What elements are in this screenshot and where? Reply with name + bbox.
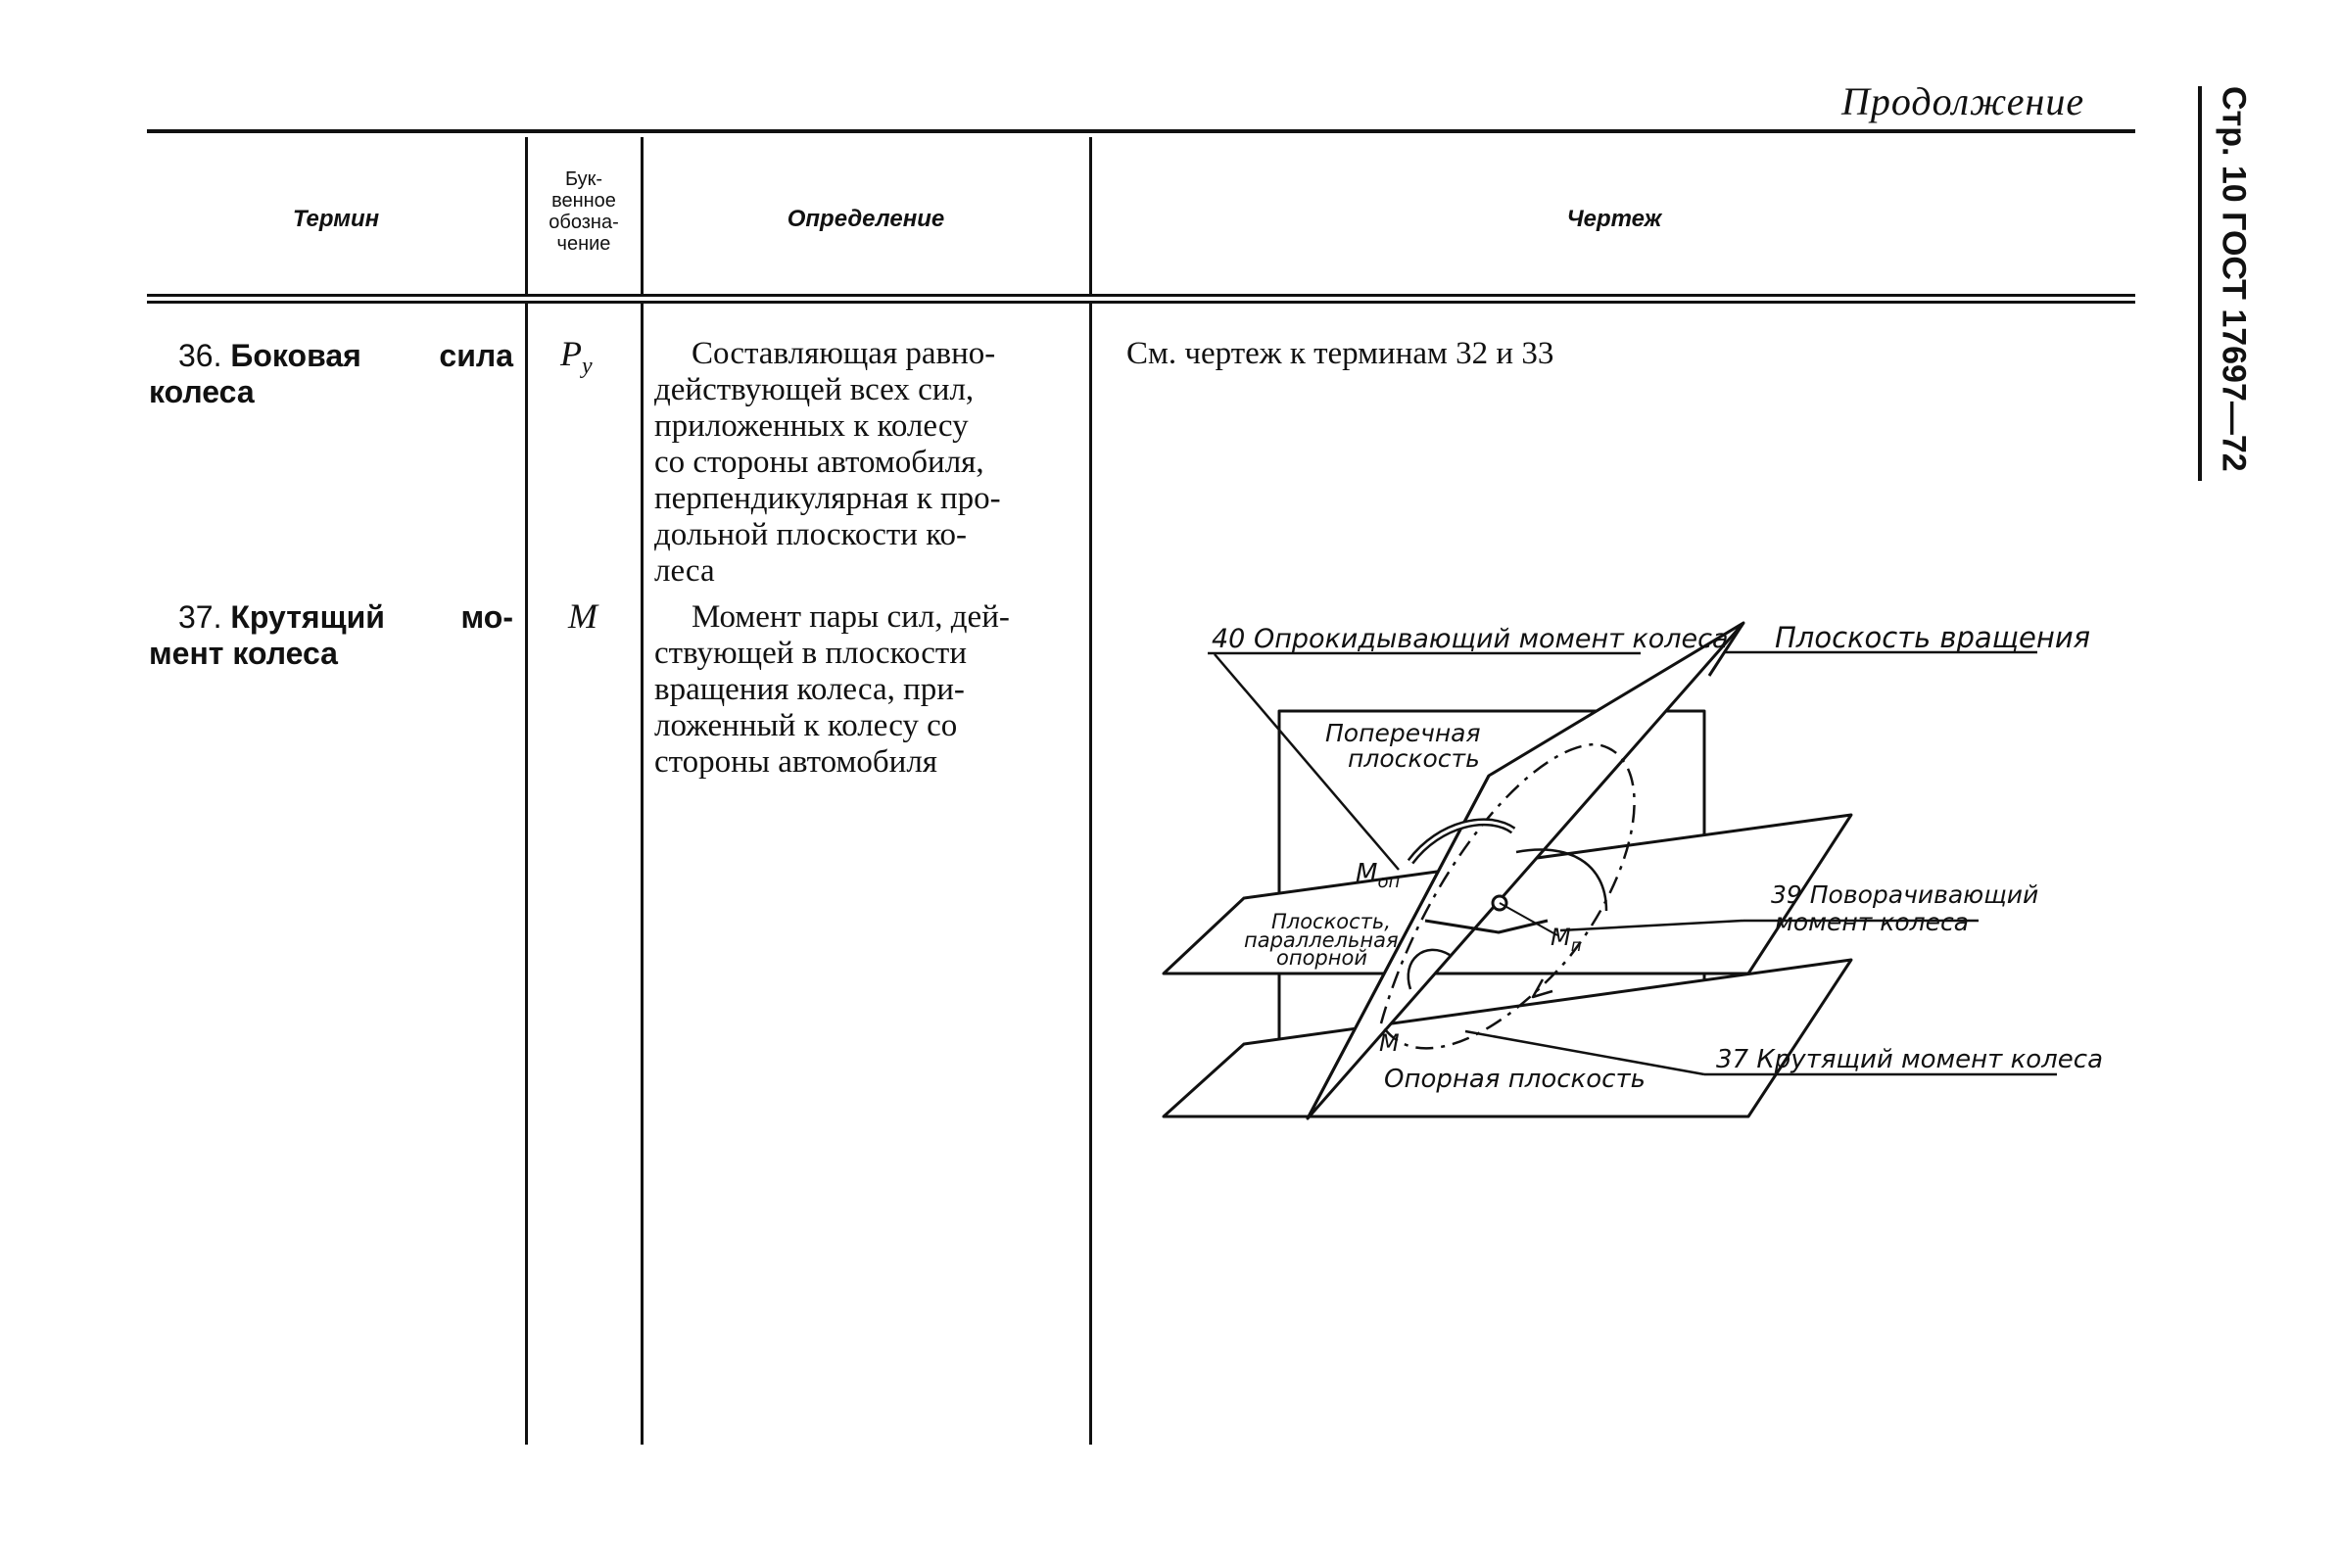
definition-line: со стороны автомобиля, bbox=[654, 445, 984, 480]
definition-line: Момент пары сил, дей- bbox=[692, 599, 1010, 635]
label-transverse-line2: плоскость bbox=[1348, 744, 1480, 773]
label-torque: 37 Крутящий момент колеса bbox=[1716, 1045, 2104, 1074]
term-word: сила bbox=[439, 338, 513, 373]
label-overturning-moment: 40 Опрокидывающий момент колеса bbox=[1212, 624, 1729, 654]
definition-line: вращения колеса, при- bbox=[654, 672, 965, 707]
term-number: 37. bbox=[178, 599, 222, 635]
header-symbol-line: Бук- bbox=[564, 168, 603, 190]
label-mon-main: M bbox=[1356, 859, 1378, 888]
label-mp-main: M bbox=[1551, 924, 1571, 951]
definition-line: Составляющая равно- bbox=[692, 336, 996, 371]
drawing-reference-36: См. чертеж к терминам 32 и 33 bbox=[1126, 336, 1554, 371]
header-drawing: Чертеж bbox=[1566, 206, 1662, 232]
continuation-label: Продолжение bbox=[1841, 79, 2085, 123]
term-word: мо- bbox=[460, 599, 513, 635]
definition-line: перпендикулярная к про- bbox=[654, 481, 1001, 516]
label-rotation-plane: Плоскость вращения bbox=[1775, 621, 2091, 654]
header-term: Термин bbox=[292, 206, 380, 232]
definition-line: ложенный к колесу со bbox=[654, 708, 958, 743]
definition-line: ствующей в плоскости bbox=[654, 636, 967, 671]
label-mp-sub: п bbox=[1570, 936, 1582, 956]
term-word: Боковая bbox=[230, 338, 361, 373]
term-word: мент колеса bbox=[149, 636, 338, 671]
label-mon-sub: оп bbox=[1377, 872, 1401, 892]
label-turning-line2: момент колеса bbox=[1775, 908, 1970, 936]
label-turning-line1: 39 Поворачивающий bbox=[1771, 880, 2039, 909]
symbol-m: M bbox=[568, 596, 597, 636]
header-symbol-line: венное bbox=[551, 190, 616, 212]
definition-line: приложенных к колесу bbox=[654, 408, 969, 444]
definition-line: стороны автомобиля bbox=[654, 744, 937, 780]
definition-line: действующей всех сил, bbox=[654, 372, 975, 407]
label-support-plane: Опорная плоскость bbox=[1384, 1065, 1646, 1094]
term-word: Крутящий bbox=[230, 599, 385, 635]
label-parallel-line3: опорной bbox=[1276, 946, 1367, 970]
symbol-sub: y bbox=[582, 354, 593, 380]
header-symbol-line: обозна- bbox=[549, 212, 619, 233]
page-number-standard: Стр. 10 ГОСТ 17697—72 bbox=[2215, 86, 2253, 472]
term-word: колеса bbox=[149, 374, 255, 409]
header-symbol-line: чение bbox=[556, 233, 611, 255]
definition-line: дольной плоскости ко- bbox=[654, 517, 968, 552]
term-number: 36. bbox=[178, 338, 222, 373]
header-definition: Определение bbox=[787, 206, 945, 232]
label-parallel-line2: параллельная bbox=[1244, 928, 1399, 952]
symbol-main: P bbox=[560, 334, 582, 373]
label-parallel-line1: Плоскость, bbox=[1271, 910, 1391, 933]
label-transverse-line1: Поперечная bbox=[1325, 719, 1481, 747]
label-m: M bbox=[1379, 1029, 1400, 1057]
definition-line: леса bbox=[654, 553, 715, 589]
